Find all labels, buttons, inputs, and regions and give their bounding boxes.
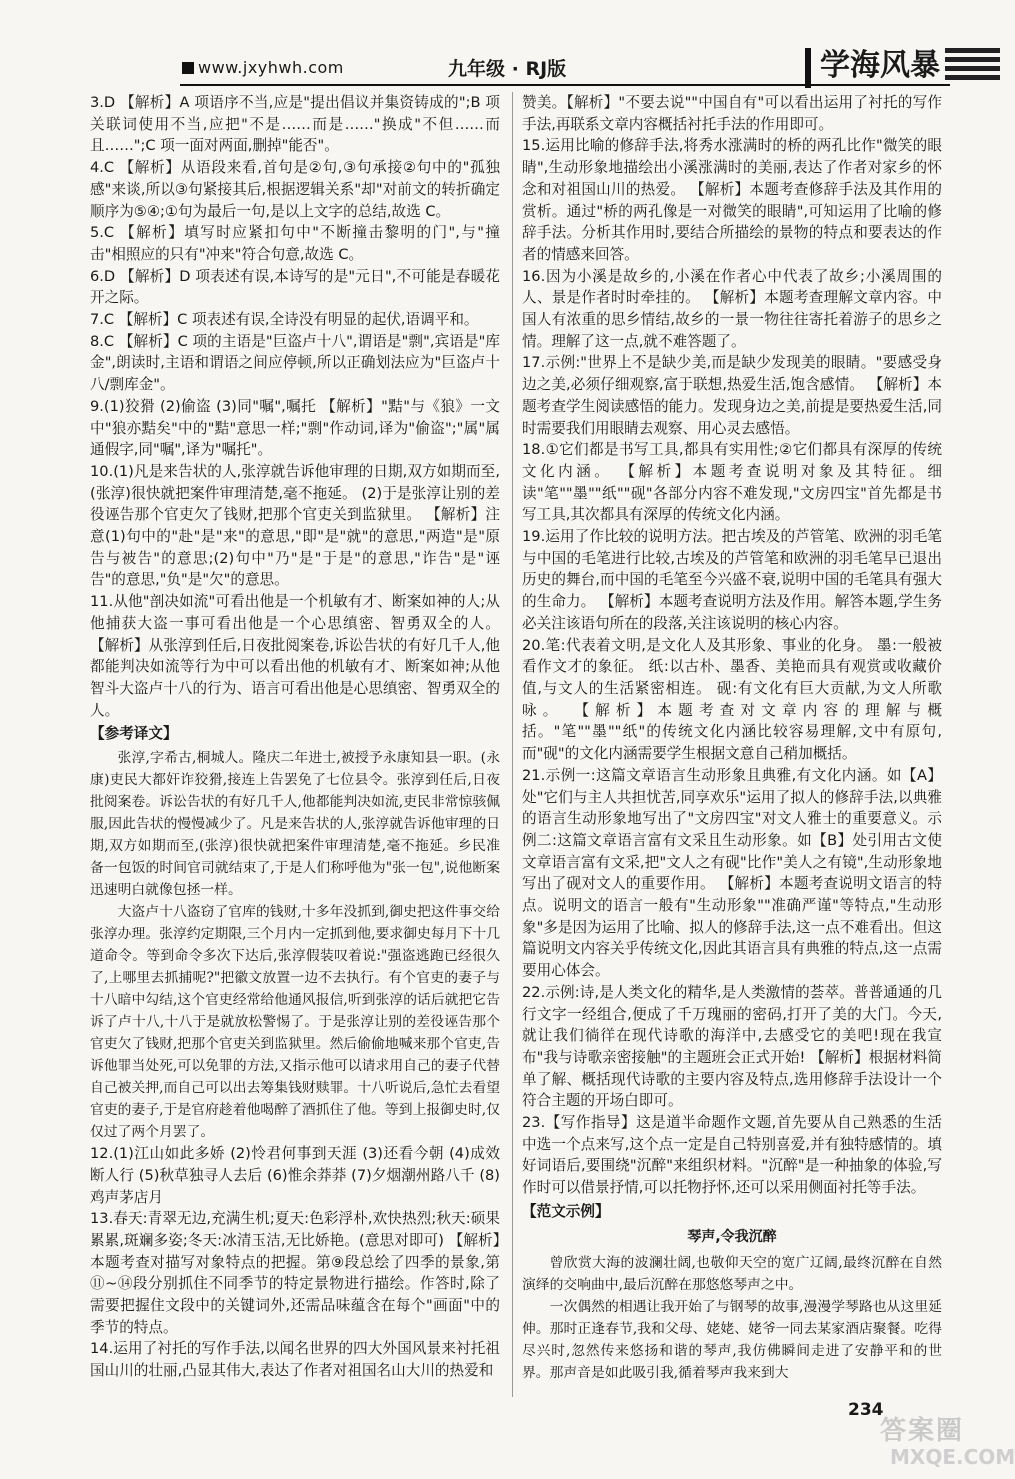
essay-paragraph: 曾欣赏大海的波澜壮阔,也敬仰天空的宽广辽阔,最终沉醉在自然演绎的交响曲中,最后沉醉在那悠悠琴声之中。 [522, 1255, 942, 1294]
answer-item: 8.C 【解析】C 项的主语是"巨盗卢十八",谓语是"剽",宾语是"库金",朗读时,主语和谓语之间应停顿,所以正确划法应为"巨盗卢十八/剽库金"。 [90, 332, 500, 394]
watermark-url: MXQE.COM [890, 1445, 1015, 1469]
answer-item: 16.因为小溪是故乡的,小溪在作者心中代表了故乡;小溪周围的人、景是作者时时牵挂的。 【解析】本题考查理解文章内容。中国人有浓重的思乡情结,故乡的一景一物往往寄托着游子的思乡之情。理解了这一点,就不难答题了。 [522, 267, 942, 350]
answer-item: 11.从他"剖决如流"可看出他是一个机敏有才、断案如神的人;从他捕获大盗一事可看出他是一个心思缜密、智勇双全的人。 【解析】从张淳到任后,日夜批阅案卷,诉讼告状的有好几千人,他都能判决如流等行为中可以看出他的机敏有才、断案如神;从他智斗大盗卢十八的行为、语言可看出他是心思缜密、智勇双全的人。 [90, 593, 500, 719]
essay-title: 琴声,令我沉醉 [687, 1228, 777, 1245]
translation-heading: 【参考译文】 [90, 725, 178, 743]
answer-item: 4.C 【解析】从语段来看,首句是②句,③句承接②句中的"孤独感"来谈,所以③句紧接其后,根据逻辑关系"却"对前文的转折确定顺序为⑤④;①句为最后一句,是以上文字的总结,故选 C。 [90, 159, 500, 220]
square-bullet-icon [182, 62, 194, 74]
answer-item: 3.D 【解析】A 项语序不当,应是"提出倡议并集资铸成的";B 项关联词使用不当,应把"不是……而是……"换成"不但……而且……";C 项一面对两面,删掉"能否"。 [90, 94, 500, 155]
website-url: www.jxyhwh.com [198, 58, 344, 77]
essay-label: 【范文示例】 [522, 1202, 610, 1220]
right-column [522, 92, 942, 1384]
answer-item: 赞美。【解析】"不要去说""中国自有"可以看出运用了衬托的写作手法,再联系文章内容概括衬托手法的作用即可。 [522, 94, 942, 133]
answer-item: 19.运用了作比较的说明方法。把古埃及的芦管笔、欧洲的羽毛笔与中国的毛笔进行比较,古埃及的芦管笔和欧洲的羽毛笔早已退出历史的舞台,而中国的毛笔至今兴盛不衰,说明中国的毛笔具有强大的生命力。 【解析】本题考查说明方法及作用。解答本题,学生务必关注该语句所在的段落,关注该说明的核心内容。 [522, 528, 942, 632]
answer-item: 14.运用了衬托的写作手法,以闻名世界的四大外国风景来衬托祖国山川的壮丽,凸显其伟大,表达了作者对祖国名山大川的热爱和 [90, 1340, 500, 1380]
answer-item: 23.【写作指导】这是道半命题作文题,首先要从自己熟悉的生活中选一个点来写,这个点一定是自己特别喜爱,并有独特感情的。填好词语后,要围绕"沉醉"来组织材料。"沉醉"是一种抽象的体验,写作时可以借景抒情,可以托物抒怀,还可以采用侧面衬托等手法。 [522, 1114, 942, 1197]
answer-item: 18.①它们都是书写工具,都具有实用性;②它们都具有深厚的传统文化内涵。 【解析】本题考查说明对象及其特征。细读"笔""墨""纸""砚"各部分内容不难发现,"文房四宝"首先都是书写工具,其次都具有深厚的传统文化内涵。 [522, 441, 942, 524]
answer-item: 17.示例:"世界上不是缺少美,而是缺少发现美的眼睛。"要感受身边之美,必须仔细观察,富于联想,热爱生活,饱含感情。 【解析】本题考查学生阅读感悟的能力。发现身边之美,前提是要热爱生活,同时需要我们用眼睛去观察、用心灵去感悟。 [522, 354, 942, 437]
brand-logo: 学海风暴 [820, 48, 940, 83]
answer-item: 10.(1)凡是来告状的人,张淳就告诉他审理的日期,双方如期而至,(张淳)很快就把案件审理清楚,毫不拖延。 (2)于是张淳让别的差役诬告那个官吏欠了钱财,把那个官吏关到监狱里。 【解析】注意(1)句中的"赴"是"来"的意思,"即"是"就"的意思,"两造"是"原告与被告"的意思;(2)句中"乃"是"于是"的意思,"诈告"是"诬告"的意思,"负"是"欠"的意思。 [90, 462, 500, 589]
answer-item: 21.示例一:这篇文章语言生动形象且典雅,有文化内涵。如【A】处"它们与主人共担忧苦,同享欢乐"运用了拟人的修辞手法,以典雅的语言生动形象地写出了"文房四宝"对文人雅士的重要意义。示例二:这篇文章语言富有文采且生动形象。如【B】处引用古文使文章语言富有文采,把"文人之有砚"比作"美人之有镜",生动形象地写出了砚对文人的重要作用。 【解析】本题考查说明文语言的特点。说明文的语言一般有"生动形象""准确严谨"等特点,"生动形象"多是因为运用了比喻、拟人的修辞手法,这一点不难看出。但这篇说明文内容关乎传统文化,因此其语言具有典雅的特点,这一点需要用心体会。 [522, 766, 942, 980]
answer-item: 20.笔:代表着文明,是文化人及其形象、事业的化身。 墨:一般被看作文才的象征。 纸:以古朴、墨香、美艳而具有观赏或收藏价值,与文人的生活紧密相连。 砚:有文化有巨大贡献,为文人所歌咏。 【解析】本题考查对文章内容的理解与概括。"笔""墨""纸"的传统文化内涵比较容易理解,文中有原句,而"砚"的文化内涵需要学生根据文意自己稍加概括。 [522, 636, 942, 763]
answer-item: 15.运用比喻的修辞手法,将秀水涨满时的桥的两孔比作"微笑的眼睛",生动形象地描绘出小溪涨满时的美丽,表达了作者对家乡的怀念和对祖国山川的热爱。 【解析】本题考查修辞手法及其作用的赏析。通过"桥的两孔像是一对微笑的眼睛",可知运用了比喻的修辞手法。分析其作用时,要结合所描绘的景物的特点和要表达的作者的情感来回答。 [522, 137, 942, 263]
stripes-decoration-icon [945, 48, 1000, 84]
translation-paragraph: 大盗卢十八盗窃了官库的钱财,十多年没抓到,御史把这件事交给张淳办理。张淳约定期限,三个月内一定抓到他,要求御史每月下十几道命令。等到命令多次下达后,张淳假装叹着说:"强盗逃跑已经很久了,上哪里去抓捕呢?"把徽文放置一边不去执行。有个官吏的妻子与十八暗中勾结,这个官吏经常给他通风报信,听到张淳的话后就把它告诉了卢十八,十八于是就放松警惕了。于是张淳让别的差役诬告那个官吏欠了钱财,把那个官吏关到监狱里。然后偷偷地喊来那个官吏,告诉他罪当处死,可以免罪的方法,又指示他可以请求用自己的妻子代替自己被关押,而自己可以出去筹集钱财赎罪。十八听说后,急忙去看望官吏的妻子,于是官府趁着他喝醉了酒抓住了他。等到上报御史时,仅仅过了两个月罢了。 [90, 904, 500, 1141]
grade-edition: 九年级 · RJ版 [448, 58, 567, 80]
page-header [0, 0, 1000, 96]
left-column [90, 92, 500, 1382]
answer-item: 5.C 【解析】填写时应紧扣句中"不断撞击黎明的门",与"撞击"相照应的只有"冲来"符合句意,故选 C。 [90, 224, 500, 263]
header-rule [180, 84, 950, 86]
answer-item: 7.C 【解析】C 项表述有误,全诗没有明显的起伏,语调平和。 [90, 311, 479, 329]
answer-item: 9.(1)狡猾 (2)偷盗 (3)同"嘱",嘱托 【解析】"黠"与《狼》一文中"狼亦黠矣"中的"黠"意思一样;"剽"作动词,译为"偷盗";"属"属通假字,同"嘱",译为"嘱托"。 [90, 397, 500, 459]
answer-item: 22.示例:诗,是人类文化的精华,是人类激情的荟萃。普普通通的几行文字一经组合,便成了千万瑰丽的密码,打开了美的大门。今天,就让我们徜徉在现代诗歌的海洋中,去感受它的美吧!现在我宣布"我与诗歌亲密接触"的主题班会正式开始! 【解析】根据材料简单了解、概括现代诗歌的主要内容及特点,选用修辞手法设计一个符合主题的开场白即可。 [522, 983, 942, 1110]
brand-bar-icon [805, 48, 811, 88]
answer-item: 6.D 【解析】D 项表述有误,本诗写的是"元日",不可能是春暖花开之际。 [90, 267, 500, 307]
essay-paragraph: 一次偶然的相遇让我开始了与钢琴的故事,漫漫学琴路也从这里延伸。那时正逢春节,我和父母、姥姥、姥爷一同去某家酒店聚餐。吃得尽兴时,忽然传来悠扬和谐的琴声,我仿佛瞬间走进了安静平和的世界。那声音是如此吸引我,循着琴声我来到大 [522, 1299, 942, 1382]
column-divider [512, 92, 513, 1397]
answer-item: 13.春天:青翠无边,充满生机;夏天:色彩浮朴,欢快热烈;秋天:硕果累累,斑斓多姿;冬天:冰清玉洁,无比娇艳。(意思对即可) 【解析】本题考查对描写对象特点的把握。第⑨段总绘了四季的景象,第⑪~⑭段分别抓住不同季节的特定景物进行描绘。作答时,除了需要把握住文段中的关键词外,还需品味蕴含在每个"画面"中的季节的特点。 [90, 1210, 500, 1336]
translation-paragraph: 张淳,字希古,桐城人。隆庆二年进士,被授予永康知县一职。(永康)吏民大都奸诈狡猾,接连上告罢免了七位县令。张淳到任后,日夜批阅案卷。诉讼告状的有好几千人,他都能判决如流,吏民非常惊骇佩服,因此告状的慢慢减少了。凡是来告状的人,张淳就告诉他审理的日期,双方如期而至,(张淳)很快就把案件审理清楚,毫不拖延。乡民准备一包饭的时间官司就结束了,于是人们称呼他为"张一包",说他断案迅速明白就像包拯一样。 [90, 750, 500, 899]
watermark-logo: 答案圈 [880, 1416, 965, 1446]
page-number: 234 [848, 1400, 884, 1420]
answer-item: 12.(1)江山如此多娇 (2)怜君何事到天涯 (3)还看今朝 (4)成效断人行 (5)秋草独寻人去后 (6)惟余莽莽 (7)夕烟潮州路八千 (8)鸡声茅店月 [90, 1145, 500, 1206]
